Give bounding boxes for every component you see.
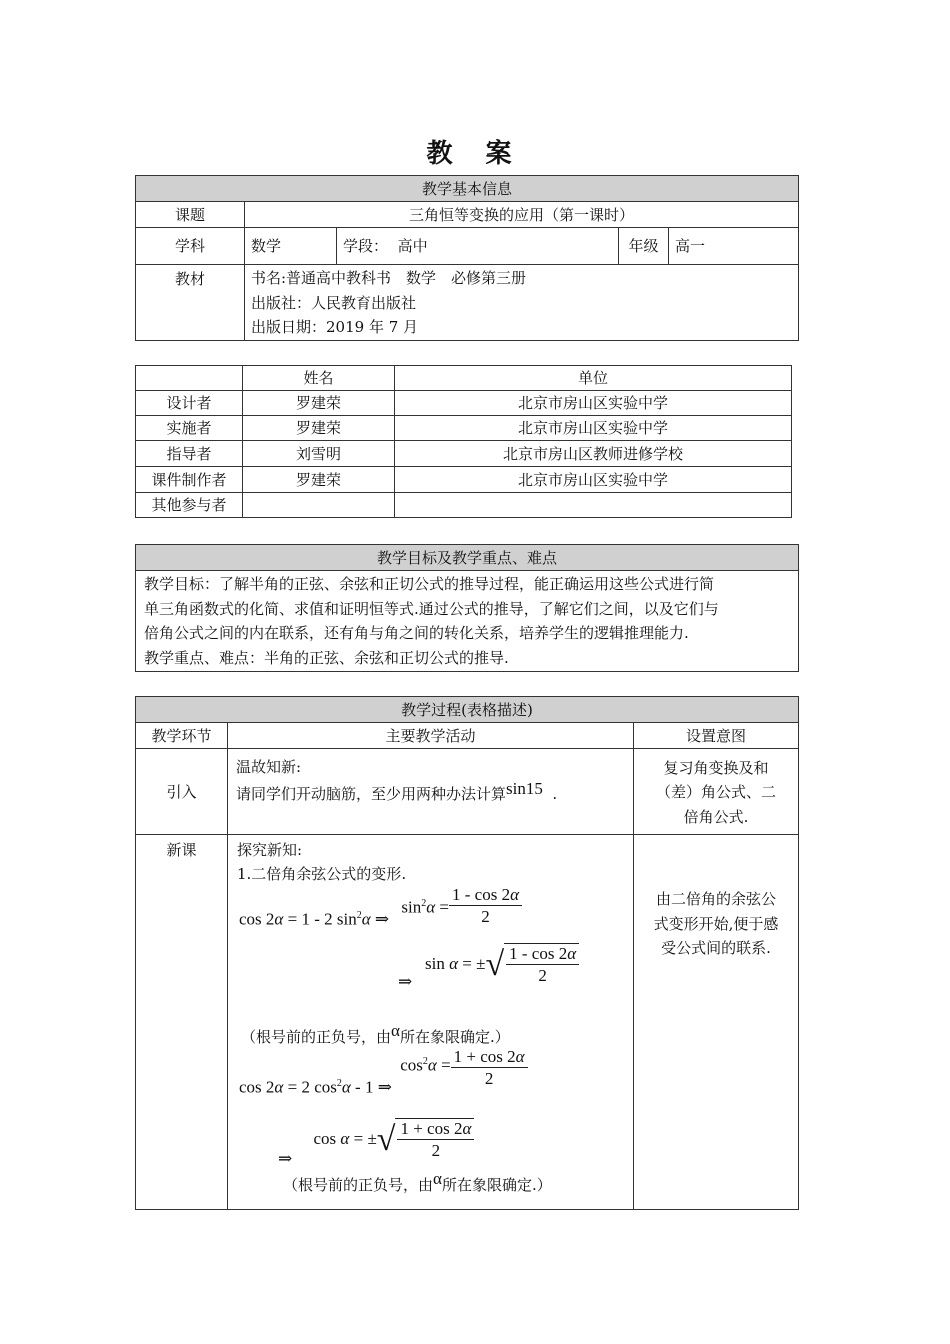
newlesson-line: 1.二倍角余弦公式的变形. <box>237 865 407 883</box>
unit-cell <box>395 493 792 518</box>
unit-cell: 北京市房山区实验中学 <box>395 391 792 416</box>
grade-value: 高一 <box>669 228 799 265</box>
topic-label: 课题 <box>136 202 245 228</box>
intro-intent <box>634 749 799 835</box>
goals-line: 教学目标：了解半角的正弦、余弦和正切公式的推导过程，能正确运用这些公式进行简 <box>144 575 715 593</box>
topic-value: 三角恒等变换的应用（第一课时） <box>245 202 799 228</box>
table-row <box>136 441 792 467</box>
intent-line: （差）角公式、二 <box>656 783 777 802</box>
intro-question <box>236 779 625 809</box>
newlesson-activity <box>228 835 634 1210</box>
stage-value: 高中 <box>397 237 428 255</box>
role-cell: 指导者 <box>136 441 243 467</box>
goals-line: 倍角公式之间的内在联系，还有角与角之间的转化关系，培养学生的逻辑推理能力. <box>144 624 689 642</box>
col-unit-header: 单位 <box>395 366 792 391</box>
name-cell: 罗建荣 <box>243 416 395 441</box>
role-cell: 其他参与者 <box>136 493 243 518</box>
note-text: （根号前的正负号，由 <box>283 1176 434 1194</box>
name-cell: 罗建荣 <box>243 467 395 493</box>
intent-line: 式变形开始,便于感 <box>653 914 779 933</box>
formula-sin-squared: cos 2α = 1 - 2 $\sin^2\alpha$ ⇒ $\sin^2\alpha$ = $\frac{1 - \cos 2\alpha}{2}$ <box>239 899 522 942</box>
formula-cos-squared: cos 2α = 2 $\cos^2\alpha - 1$ ⇒ $\cos^2\alpha$ = $\frac{1 + \cos 2\alpha}{2}$ <box>239 1057 528 1100</box>
intro-stage: 引入 <box>136 749 228 835</box>
subject-value: 数学 <box>245 228 337 265</box>
stage-cell <box>337 228 619 265</box>
goals-header: 教学目标及教学重点、难点 <box>136 545 799 571</box>
table-row <box>136 416 792 441</box>
table-row <box>136 391 792 416</box>
unit-cell: 北京市房山区教师进修学校 <box>395 441 792 467</box>
intro-activity <box>228 749 634 835</box>
note-tail: 所在象限确定.） <box>399 1028 510 1046</box>
goals-table <box>135 544 799 672</box>
stage-label: 学段： <box>343 237 389 255</box>
unit-cell: 北京市房山区实验中学 <box>395 467 792 493</box>
formula-sin-half: ⇒ sin α = ±√ $\frac{1 - \cos 2\alpha}{2}$ <box>398 943 579 987</box>
goals-body <box>136 571 799 672</box>
basic-info-header: 教学基本信息 <box>136 176 799 202</box>
col-intent-header: 设置意图 <box>634 723 799 749</box>
role-cell: 实施者 <box>136 416 243 441</box>
intent-line: 由二倍角的余弦公 <box>656 890 777 908</box>
name-cell: 罗建荣 <box>243 391 395 416</box>
textbook-line: 书名:普通高中教科书 数学 必修第三册 <box>251 269 527 287</box>
intro-period: . <box>552 785 558 803</box>
textbook-line: 出版日期：2019 年 7 月 <box>251 318 419 336</box>
basic-info-table <box>135 175 799 341</box>
newlesson-intent <box>634 835 799 1210</box>
newlesson-line: 探究新知: <box>237 841 303 859</box>
grade-label: 年级 <box>619 228 669 265</box>
formula-cos-half: ⇒ cos α = ±√ $\frac{1 + \cos 2\alpha}{2}$ <box>278 1118 474 1162</box>
process-table <box>135 696 799 1210</box>
subject-label: 学科 <box>136 228 245 265</box>
textbook-line: 出版社：人民教育出版社 <box>251 293 417 312</box>
intent-line: 受公式间的联系. <box>661 939 771 957</box>
intro-line: 温故知新: <box>236 758 302 776</box>
sign-note-2 <box>283 1170 552 1200</box>
process-header: 教学过程(表格描述) <box>136 697 799 723</box>
newlesson-stage: 新课 <box>136 835 228 1210</box>
goals-line: 单三角函数式的化简、求值和证明恒等式.通过公式的推导，了解它们之间，以及它们与 <box>144 599 719 618</box>
textbook-label: 教材 <box>136 265 245 341</box>
sin15-formula: sin15 <box>506 779 543 798</box>
table-row <box>136 467 792 493</box>
alpha-symbol: α <box>433 1169 442 1188</box>
col-stage-header: 教学环节 <box>136 723 228 749</box>
col-name-header: 姓名 <box>243 366 395 391</box>
people-table <box>135 365 792 518</box>
page-title: 教 案 <box>426 139 524 169</box>
note-tail: 所在象限确定.） <box>441 1176 552 1194</box>
role-cell: 课件制作者 <box>136 467 243 493</box>
corner-cell <box>136 366 243 391</box>
name-cell: 刘雪明 <box>243 441 395 467</box>
intro-question-text: 请同学们开动脑筋，至少用两种办法计算 <box>236 785 507 803</box>
textbook-info <box>245 265 799 341</box>
alpha-symbol: α <box>391 1021 400 1040</box>
intent-line: 倍角公式. <box>683 807 749 826</box>
table-row <box>136 493 792 518</box>
col-activity-header: 主要教学活动 <box>228 723 634 749</box>
name-cell <box>243 493 395 518</box>
goals-line: 教学重点、难点：半角的正弦、余弦和正切公式的推导. <box>144 648 509 667</box>
note-text: （根号前的正负号，由 <box>241 1028 392 1046</box>
intent-line: 复习角变换及和 <box>663 758 769 777</box>
role-cell: 设计者 <box>136 391 243 416</box>
unit-cell: 北京市房山区实验中学 <box>395 416 792 441</box>
